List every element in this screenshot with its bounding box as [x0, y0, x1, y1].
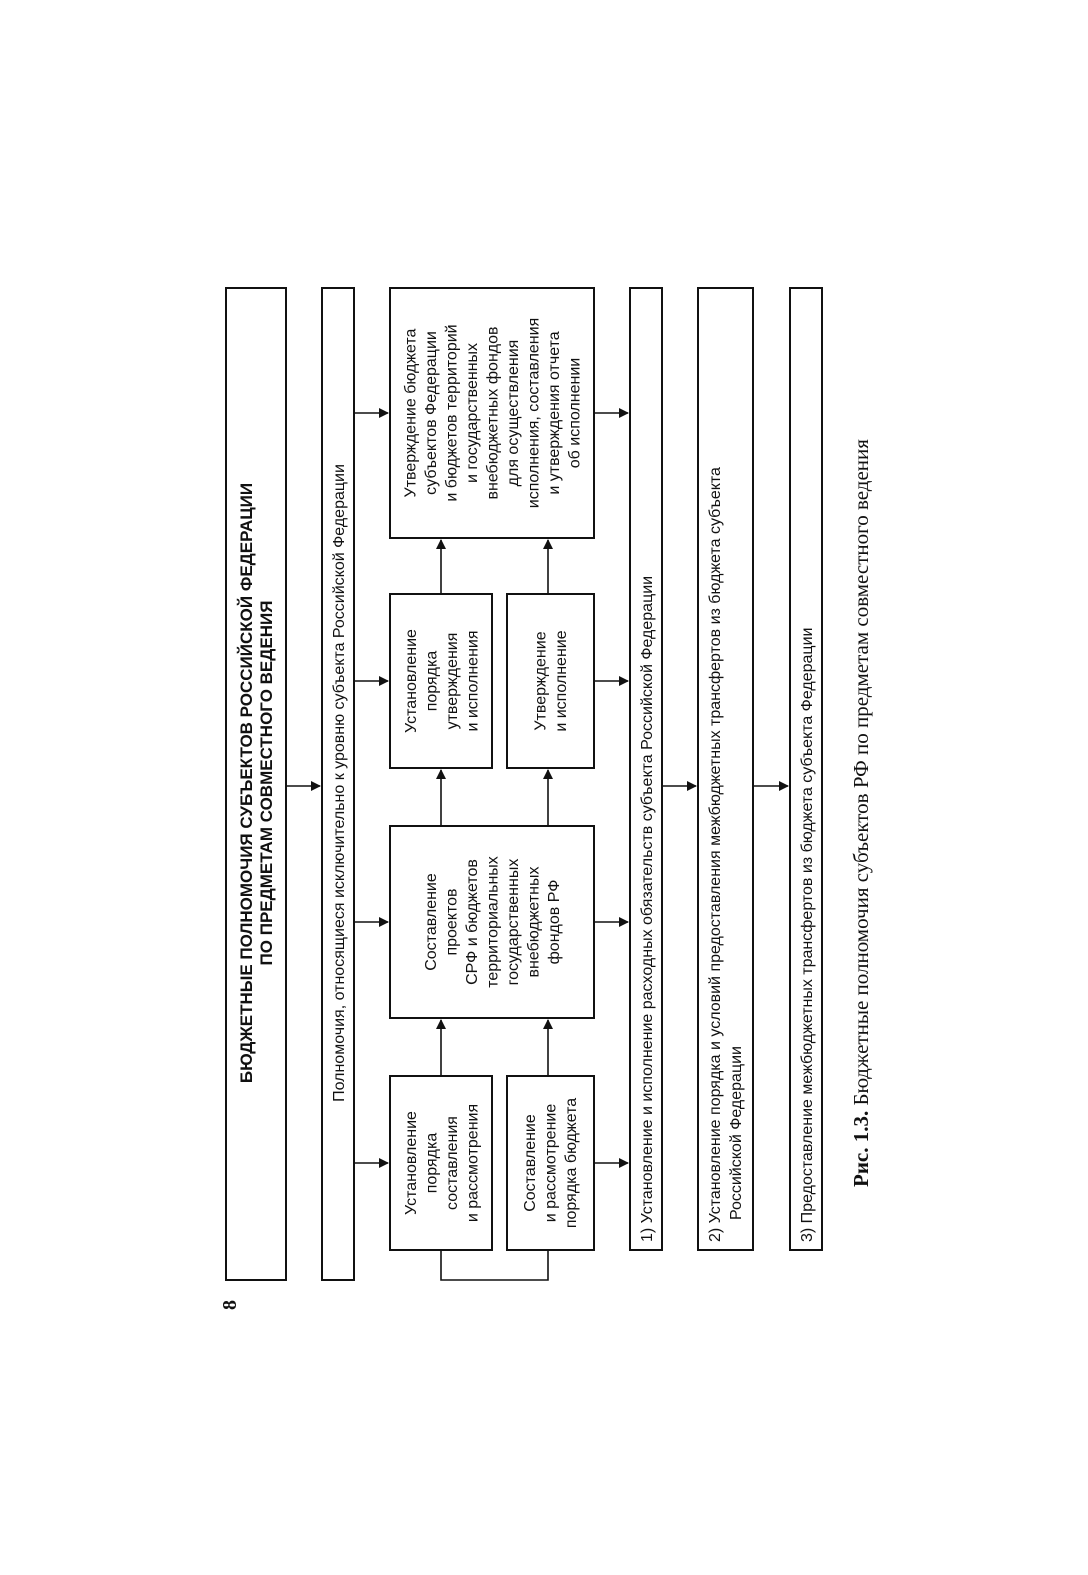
page-number: 8: [219, 1300, 241, 1310]
step2-line: Составление: [423, 873, 440, 971]
figure-caption-label: Рис. 1.3.: [849, 1110, 873, 1187]
step4-line: субъектов Федерации: [423, 331, 440, 495]
step2-line: фондов РФ: [546, 879, 563, 965]
header-line-1: БЮДЖЕТНЫЕ ПОЛНОМОЧИЯ СУБЪЕКТОВ РОССИЙСКОЙ ФЕДЕРАЦИИ: [237, 482, 256, 1084]
item-2-line: 2) Установление порядка и условий предоставления межбюджетных трансфертов из бюджета субъекта: [707, 467, 724, 1242]
item-1-text: [639, 576, 656, 1242]
step3-top-line: порядка: [423, 650, 441, 712]
powers-exclusive-label: Полномочия, относящиеся исключительно к уровню субъекта Российской Федерации: [331, 464, 348, 1102]
step3-top-line: Установление: [402, 629, 420, 733]
step1-top-line: Установление: [402, 1111, 420, 1215]
step4-line: исполнения, составления: [525, 317, 543, 509]
step1-bottom-line: и рассмотрение: [542, 1103, 560, 1223]
step4-line: и бюджетов территорий: [443, 324, 461, 502]
item-2-line: Российской Федерации: [728, 1046, 745, 1220]
step2-line: проектов: [443, 888, 461, 956]
step4-line: и государственных: [464, 342, 481, 484]
header-line-2: ПО ПРЕДМЕТАМ СОВМЕСТНОГО ВЕДЕНИЯ: [257, 600, 276, 966]
step1-top-line: составления: [443, 1116, 461, 1210]
step1-bottom-line: порядка бюджета: [563, 1097, 580, 1229]
item-3-text: [799, 628, 816, 1242]
item-3-line: 3) Предоставление межбюджетных трансфертов из бюджета субъекта Федерации: [799, 627, 816, 1242]
text-step1-bottom: [522, 1098, 580, 1228]
step4-line: Утверждение бюджета: [402, 328, 420, 498]
step2-line: внебюджетных: [525, 866, 543, 978]
step1-top-line: и рассмотрения: [464, 1103, 482, 1223]
text-step4: [403, 318, 584, 508]
figure-caption-text: Бюджетные полномочия субъектов РФ по предметам совместного ведения: [849, 439, 873, 1111]
step4-line: об исполнении: [566, 357, 584, 469]
step1-top-line: порядка: [423, 1132, 441, 1194]
box-step3-bottom: [507, 594, 594, 768]
step3-bottom-line: и исполнение: [552, 630, 570, 732]
step4-line: для осуществления: [505, 339, 522, 487]
step4-line: внебюджетных фондов: [484, 326, 502, 500]
step2-line: СРФ и бюджетов: [464, 859, 481, 985]
step1-bottom-line: Составление: [522, 1114, 539, 1212]
step3-bottom-line: Утверждение: [532, 631, 550, 731]
step3-top-line: утверждения: [443, 632, 461, 730]
step2-line: территориальных: [484, 856, 502, 988]
step4-line: и утверждения отчета: [546, 331, 563, 495]
step3-top-line: и исполнения: [464, 630, 482, 732]
figure-caption: [849, 439, 873, 1187]
bracket-step1: [441, 1250, 548, 1280]
step2-line: государственных: [505, 858, 522, 986]
header-box: [226, 288, 286, 1280]
item-1-line: 1) Установление и исполнение расходных обязательств субъекта Российской Федерации: [639, 575, 656, 1242]
